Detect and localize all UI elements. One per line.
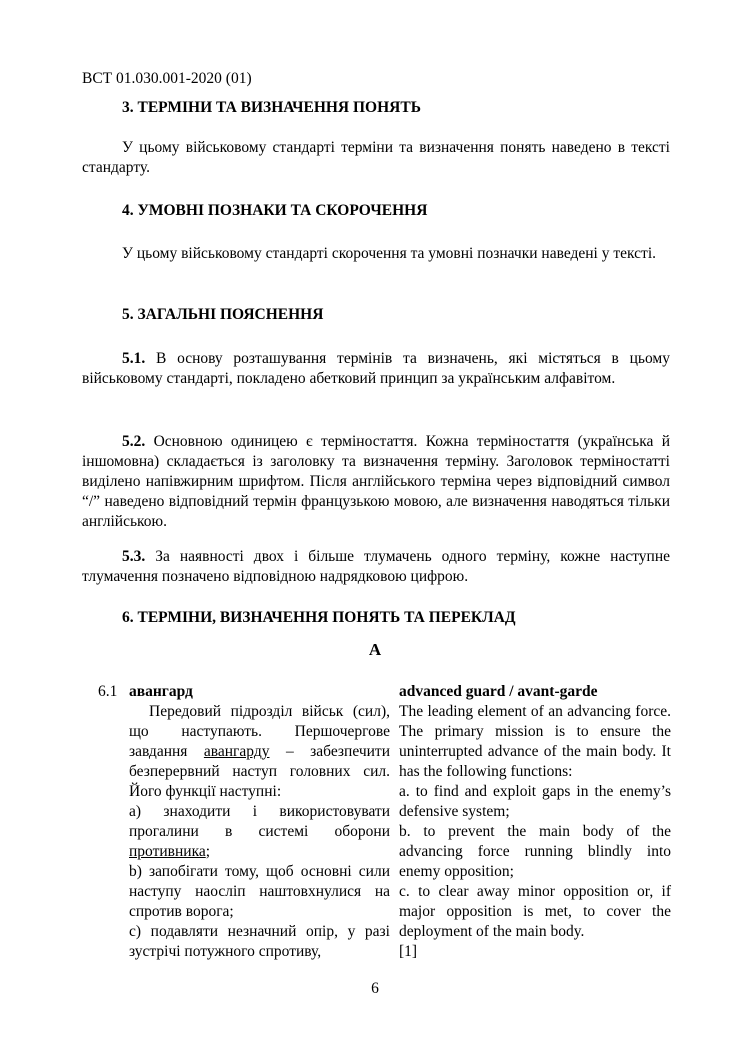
cross-reference-link-protyvnyk[interactable]: противника: [129, 843, 206, 860]
ukrainian-definition-part-2: – забезпечити безперервний наступ головних сил. Його функції наступні:: [129, 743, 390, 800]
ukrainian-definition: [129, 702, 390, 802]
section-6-title: 6. ТЕРМІНИ, ВИЗНАЧЕННЯ ПОНЯТЬ ТА ПЕРЕКЛАД: [122, 609, 516, 626]
section-3-text-content: У цьому військовому стандарті терміни та визначення понять наведено в тексті стандарту.: [82, 139, 670, 176]
english-item-b: b. to prevent the main body of the advancing force running blindly into enemy opposition;: [399, 823, 671, 880]
section-4-text: [82, 244, 670, 264]
english-reference: [1]: [399, 943, 418, 960]
ukrainian-definition-part-1: Передовий підрозділ військ (сил), що наступають. Першочергове завдання: [129, 703, 390, 760]
page-number: 6: [371, 980, 379, 997]
ukrainian-item-a-text: а) знаходити і використовувати прогалини в системі оборони: [129, 803, 390, 840]
paragraph-5-3-text: За наявності двох і більше тлумачень одного терміну, кожне наступне тлумачення позначено відповідною надрядковою цифрою.: [82, 548, 670, 585]
paragraph-5-1-number: 5.1.: [122, 350, 146, 367]
entry-number: 6.1: [98, 683, 118, 700]
ukrainian-item-a-end: ;: [205, 843, 211, 860]
paragraph-5-1: [82, 349, 670, 389]
english-item-a: a. to find and exploit gaps in the enemy’s defensive system;: [399, 783, 671, 820]
ukrainian-term: авангард: [129, 683, 193, 700]
ukrainian-item-a: [129, 802, 390, 862]
section-3-text: [82, 138, 670, 178]
paragraph-5-2: [82, 432, 670, 532]
section-3-title: 3. ТЕРМІНИ ТА ВИЗНАЧЕННЯ ПОНЯТЬ: [122, 99, 421, 116]
paragraph-5-3-number: 5.3.: [122, 548, 146, 565]
paragraph-5-2-text: Основною одиницею є терміностаття. Кожна терміностаття (українська й іншомовна) складається із заголовку та визначення терміну. Заголовок терміностатті виділено напівжирним шрифтом. Після англійського терміна через відповідний символ “/” наведено відповідний термін французькою мовою, але визначення наводяться тільки англійською.: [82, 433, 671, 530]
english-definition: The leading element of an advancing force. The primary mission is to ensure the uninterrupted advance of the main body. It has the following functions:: [399, 703, 671, 780]
paragraph-5-2-number: 5.2.: [122, 433, 146, 450]
paragraph-5-1-text: В основу розташування термінів та визначень, які містяться в цьому військовому стандарті, покладено абетковий принцип за українським алфавітом.: [82, 350, 670, 387]
english-term: advanced guard / avant-garde: [399, 683, 598, 700]
section-4-text-content: У цьому військовому стандарті скорочення та умовні позначки наведені у тексті.: [122, 245, 657, 262]
paragraph-5-3: [82, 547, 670, 587]
section-5-title: 5. ЗАГАЛЬНІ ПОЯСНЕННЯ: [122, 306, 324, 323]
ukrainian-item-b: b) запобігати тому, щоб основні сили наступу наосліп наштовхнулися на спротив ворога;: [129, 863, 390, 920]
alphabet-letter-heading: А: [368, 640, 382, 659]
section-4-title: 4. УМОВНІ ПОЗНАКИ ТА СКОРОЧЕННЯ: [122, 202, 428, 219]
english-entry-column: [399, 682, 671, 962]
english-item-c: c. to clear away minor opposition or, if major opposition is met, to cover the deployment of the main body.: [399, 883, 671, 940]
ukrainian-item-c: c) подавляти незначний опір, у разі зустрічі потужного спротиву,: [129, 923, 390, 960]
cross-reference-link-avangard[interactable]: авангарду: [203, 743, 270, 760]
document-code-header: ВСТ 01.030.001-2020 (01): [82, 70, 252, 87]
ukrainian-entry-column: [129, 682, 390, 962]
